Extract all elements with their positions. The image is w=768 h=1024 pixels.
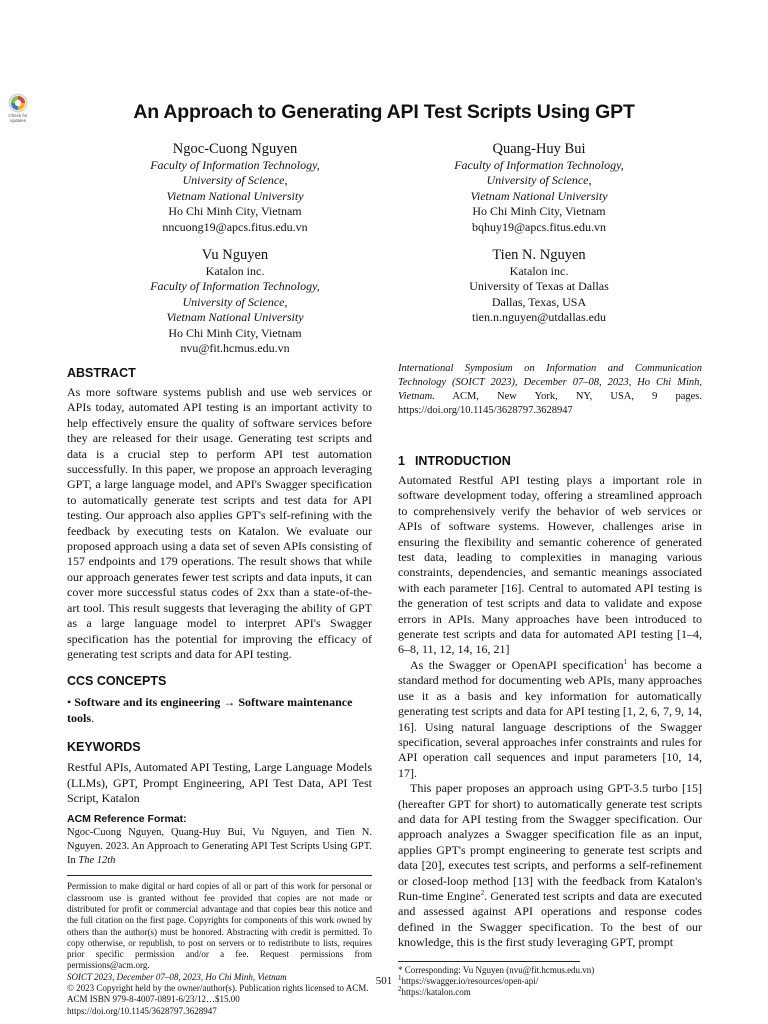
corresponding-author-note: * Corresponding: Vu Nguyen (nvu@fit.hcmus.edu.vn) — [398, 964, 595, 975]
page-number: 501 — [375, 975, 393, 987]
acm-reference-text — [67, 826, 372, 868]
author-affiliation-line: tien.n.nguyen@utdallas.edu — [471, 310, 607, 325]
badge-line-1: Check for — [8, 113, 28, 118]
author-block-tien — [389, 246, 689, 326]
author-affiliation-line: Faculty of Information Technology, — [150, 279, 320, 294]
intro-paragraph-2 — [398, 658, 702, 781]
footnote-ref-1[interactable]: 1 — [623, 657, 628, 666]
doi-link[interactable]: https://doi.org/10.1145/3628797.3628947 — [67, 1005, 217, 1016]
author-block-vu — [85, 246, 385, 356]
venue-italic: SOICT 2023, December 07–08, 2023, Ho Chi Minh, Vietnam — [67, 971, 287, 982]
permission-text: Permission to make digital or hard copies of all or part of this work for personal or classroom use is granted without fee provided that copies are not made or distributed for profit or commercial advantage and that copies bear this notice and the full citation on the first page. Copyrights for components of this work owned by others than the author(s) must be honored. Abstracting with credit is permitted. To copy otherwise, or republish, to post on servers or to redistribute to lists, requires prior specific permission and/or a fee. Request permissions from permissions@acm.org. — [67, 881, 372, 971]
footnote-2-link[interactable]: https://katalon.com — [401, 986, 471, 997]
footnote-rule-right — [398, 961, 580, 962]
ccs-heading: CCS CONCEPTS — [67, 674, 167, 689]
footnote-1-link[interactable]: https://swagger.io/resources/open-api/ — [401, 975, 539, 986]
author-block-ngoc-cuong — [85, 140, 385, 235]
left-column — [67, 365, 372, 1017]
isbn-line: ACM ISBN 979-8-4007-0891-6/23/12…$15.00 — [67, 994, 240, 1005]
ccs-sub-concept: Software maintenance tools — [67, 695, 353, 725]
footnote-ref-2[interactable]: 2 — [480, 888, 485, 897]
author-affiliation-line: University of Science, — [182, 294, 288, 309]
author-name: Vu Nguyen — [201, 247, 269, 263]
footnote-rule — [67, 875, 372, 876]
right-column — [398, 362, 702, 998]
abstract-text: As more software systems publish and use web services or APIs today, automated API testing is an important activity to help effectively ensure the quality of software services before they are released for their usage. Generating test scripts and data is a crucial step to perform API test automation successfully. In this paper, we propose an approach leveraging GPT, a large language model, and API's Swagger specification to automatically generate test scripts and test data for API testing. Our approach also applies GPT's self-refining with the feedback by executing tests on Katalon. We evaluate our proposed approach using a data set of seven APIs consisting of 157 endpoints and 179 operations. The result shows that while our approach generates fewer test scripts and data inputs, it can cover more successful status codes of 2xx than a state-of-the-art tool. This result suggests that leveraging the ability of GPT as a large language model to interpret API's Swagger specification has the potential for improving the efficacy of generating test scripts and data for API testing. — [67, 385, 372, 661]
keywords-text: Restful APIs, Automated API Testing, Large Language Models (LLMs), GPT, Prompt Engineering, API Test Data, API Test Script, Katalon — [67, 760, 372, 805]
footnote-2-mark: 2 — [398, 984, 402, 993]
author-affiliation-line: Ho Chi Minh City, Vietnam — [168, 325, 302, 340]
author-affiliation-line: Vietnam National University — [470, 188, 608, 203]
acm-reference-italic: The 12th — [78, 855, 116, 867]
ccs-concept: Software and its engineering — [74, 695, 221, 710]
author-affiliation-line: Katalon inc. — [205, 264, 265, 278]
p3-rest: . Generated test scripts and data are executed and assessed against API operations and response codes defined in the Swagger specification. To the best of our knowledge, this is the first study leveraging GPT, prompt — [398, 888, 702, 950]
author-name: Quang-Huy Bui — [492, 141, 586, 157]
footnote-2 — [398, 984, 702, 998]
p3-start: This paper proposes an approach using GPT-3.5 turbo [15] (hereafter GPT for short) to automatically generate test scripts and data for API testing from the Swagger specification. Our approach analyzes a Swagger specification file as an input, applies GPT's prompt engineering to generate test scripts and data [20], executes test scripts, and performs a self-refinement or closed-loop method [13] with the feedback from Katalon's Run-time Engine — [398, 781, 702, 903]
author-affiliation-line: Katalon inc. — [509, 264, 569, 278]
p2-start: As the Swagger or OpenAPI specification — [410, 657, 624, 672]
author-affiliation-line: University of Texas at Dallas — [469, 279, 609, 294]
author-name: Ngoc-Cuong Nguyen — [172, 141, 298, 157]
author-affiliation-line: bqhuy19@apcs.fitus.edu.vn — [471, 219, 607, 234]
author-affiliation-line: Ho Chi Minh City, Vietnam — [472, 204, 606, 219]
author-affiliation-line: Faculty of Information Technology, — [454, 158, 624, 172]
acm-reference-continued-italic: International Symposium on Information and Communication Technology (SOICT 2023), December 07–08, 2023, Ho Chi Minh, Vietnam. — [398, 363, 702, 402]
author-affiliation-line: Ho Chi Minh City, Vietnam — [168, 204, 302, 219]
keywords-heading: KEYWORDS — [67, 740, 141, 755]
author-affiliation-line: University of Science, — [486, 173, 592, 188]
ccs-concept-line — [67, 695, 372, 726]
author-block-quang-huy — [389, 140, 689, 235]
intro-paragraph-3 — [398, 781, 702, 950]
acm-reference-continued-rest: ACM, New York, NY, USA, 9 pages. https://doi.org/10.1145/3628797.3628947 — [398, 391, 702, 416]
abstract-heading: ABSTRACT — [67, 366, 136, 380]
introduction-heading — [398, 453, 702, 469]
author-affiliation-line: University of Science, — [182, 173, 288, 188]
p2-rest: has become a standard method for documenting web APIs, many approaches use it as a basis and key information for automatically generating test scripts and data for API testing [1, 2, 6, 7, 9, 14, 16]. Using natural language descriptions of the Swagger specification, several approaches infer constraints and rules for API operation call sequences and input parameters [10, 14, 17]. — [398, 657, 702, 780]
footnote-1-mark: 1 — [398, 973, 402, 982]
ccs-arrow: → — [223, 695, 236, 710]
author-affiliation-line: nncuong19@apcs.fitus.edu.vn — [162, 219, 308, 234]
author-affiliation-line: nvu@fit.hcmus.edu.vn — [180, 341, 290, 356]
section-number: 1 — [398, 454, 405, 468]
ccs-bullet: • — [67, 695, 72, 710]
author-affiliation-line: Vietnam National University — [166, 188, 304, 203]
author-affiliation-line: Dallas, Texas, USA — [491, 294, 587, 309]
acm-reference-continued — [398, 362, 702, 418]
intro-paragraph-1: Automated Restful API testing plays a important role in software development today, offering a streamlined approach to comprehensively verify the behavior of web services or APIs of software systems. However, challenges arise in ensuring the flexibility and semantic coherence of generated test data, leading to complexities in managing various constraints, dependencies, and semantic meanings associated with each parameter [16]. Central to automated API testing is the generation of test scripts and data to validate and expose errors in APIs. Many approaches have been introduced to generate test scripts and data for automated API testing [1–4, 6–8, 11, 12, 14, 16, 21] — [398, 473, 702, 657]
badge-line-2: updates — [9, 117, 26, 123]
ccs-end: . — [91, 710, 94, 725]
section-title: INTRODUCTION — [414, 454, 511, 468]
copyright-line: © 2023 Copyright held by the owner/author(s). Publication rights licensed to ACM. — [67, 983, 369, 994]
paper-title: An Approach to Generating API Test Scripts Using GPT — [133, 101, 635, 123]
author-name: Tien N. Nguyen — [492, 247, 586, 263]
permission-block — [67, 881, 372, 1017]
acm-reference-heading: ACM Reference Format: — [67, 813, 187, 826]
author-affiliation-line: Faculty of Information Technology, — [150, 158, 320, 172]
acm-reference-body: Ngoc-Cuong Nguyen, Quang-Huy Bui, Vu Nguyen, and Tien N. Nguyen. 2023. An Approach to Generating API Test Scripts Using GPT. In — [67, 827, 372, 867]
author-affiliation-line: Vietnam National University — [166, 310, 304, 325]
